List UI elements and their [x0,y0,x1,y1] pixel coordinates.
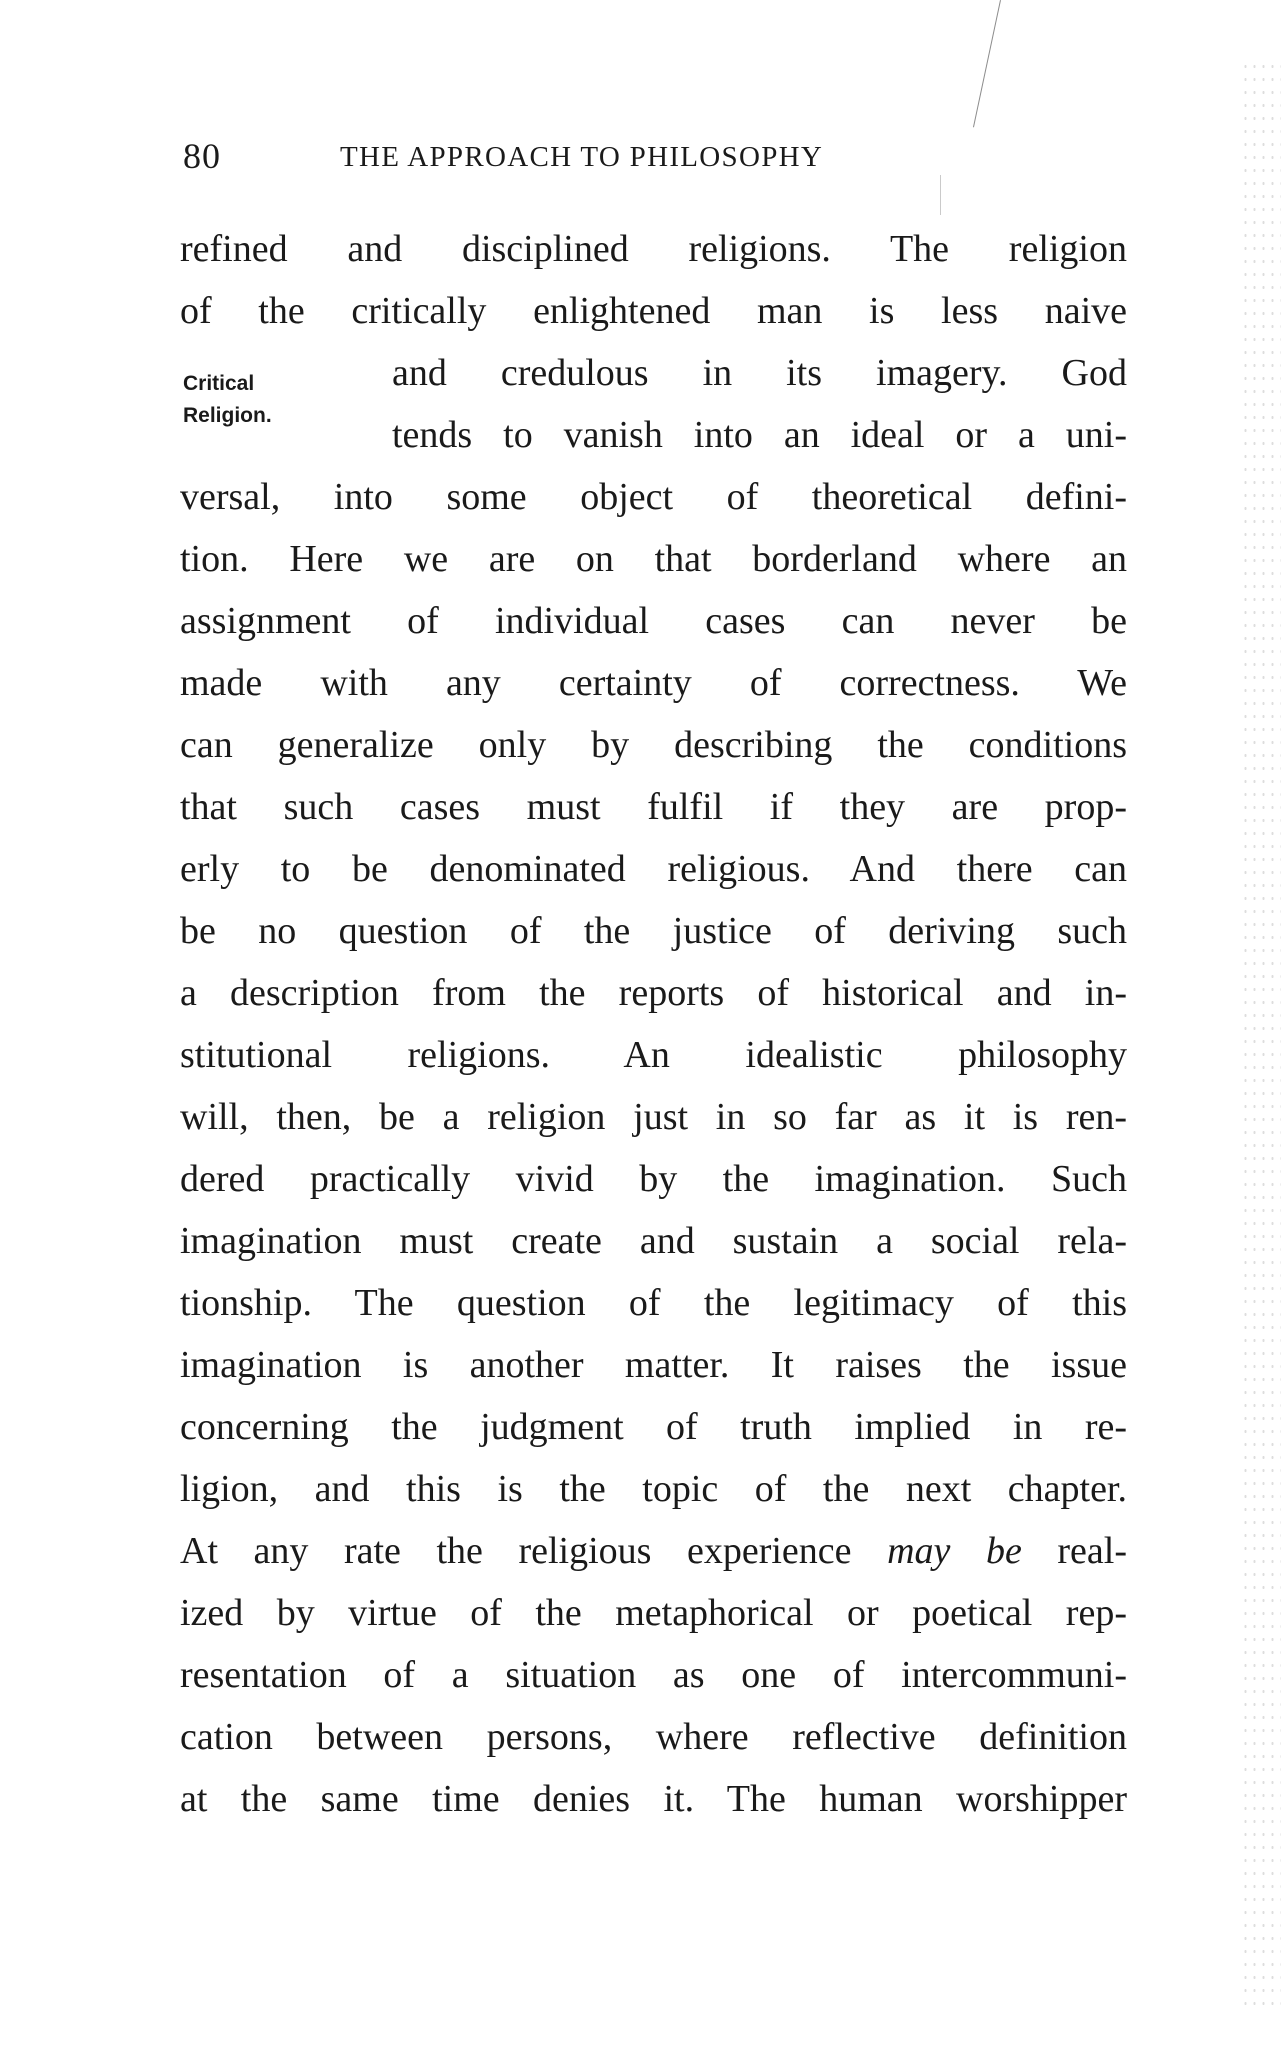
text-line: assignment of individual cases can never be [180,600,1127,642]
running-head: THE APPROACH TO PHILOSOPHY [340,141,824,173]
margin-scratch-mark [940,175,941,215]
text-line: erly to be denominated religious. And there can [180,848,1127,890]
text-line: tion. Here we are on that borderland where an [180,538,1127,580]
text-line: concerning the judgment of truth implied in re- [180,1406,1127,1448]
text-line: dered practically vivid by the imagination. Such [180,1158,1127,1200]
text-line: versal, into some object of theoretical defini- [180,476,1127,518]
text-line-with-italic [180,1520,1127,1582]
text-line: of the critically enlightened man is less naive [180,290,1127,332]
text-line: can generalize only by describing the conditions [180,724,1127,766]
italic-text-run: may be [887,1530,1022,1572]
text-line: resentation of a situation as one of intercommuni- [180,1654,1127,1696]
text-line: refined and disciplined religions. The religion [180,228,1127,270]
text-line: tends to vanish into an ideal or a uni- [392,414,1127,456]
text-line: ligion, and this is the topic of the next chapter. [180,1468,1127,1510]
text-line: at the same time denies it. The human worshipper [180,1778,1127,1820]
text-line: made with any certainty of correctness. We [180,662,1127,704]
text-run: At any rate the religious experience [180,1530,852,1572]
text-line: a description from the reports of historical and in- [180,972,1127,1014]
page-edge-speckle [1241,60,1281,2010]
text-line: will, then, be a religion just in so far as it is ren- [180,1096,1127,1138]
text-line: stitutional religions. An idealistic philosophy [180,1034,1127,1076]
text-line: and credulous in its imagery. God [392,352,1127,394]
text-line: ized by virtue of the metaphorical or poetical rep- [180,1592,1127,1634]
text-line: tionship. The question of the legitimacy of this [180,1282,1127,1324]
text-line: imagination is another matter. It raises the issue [180,1344,1127,1386]
page-header [183,136,983,176]
body-text [180,218,1127,1830]
margin-scratch-mark [973,0,1001,127]
sidenote-line: Critical [183,372,255,395]
text-line: that such cases must fulfil if they are prop- [180,786,1127,828]
page-number: 80 [183,136,221,176]
sidenote-line: Religion. [183,404,272,427]
text-line: be no question of the justice of deriving such [180,910,1127,952]
text-run: real- [1057,1530,1128,1572]
text-line: cation between persons, where reflective definition [180,1716,1127,1758]
text-line: imagination must create and sustain a social rela- [180,1220,1127,1262]
